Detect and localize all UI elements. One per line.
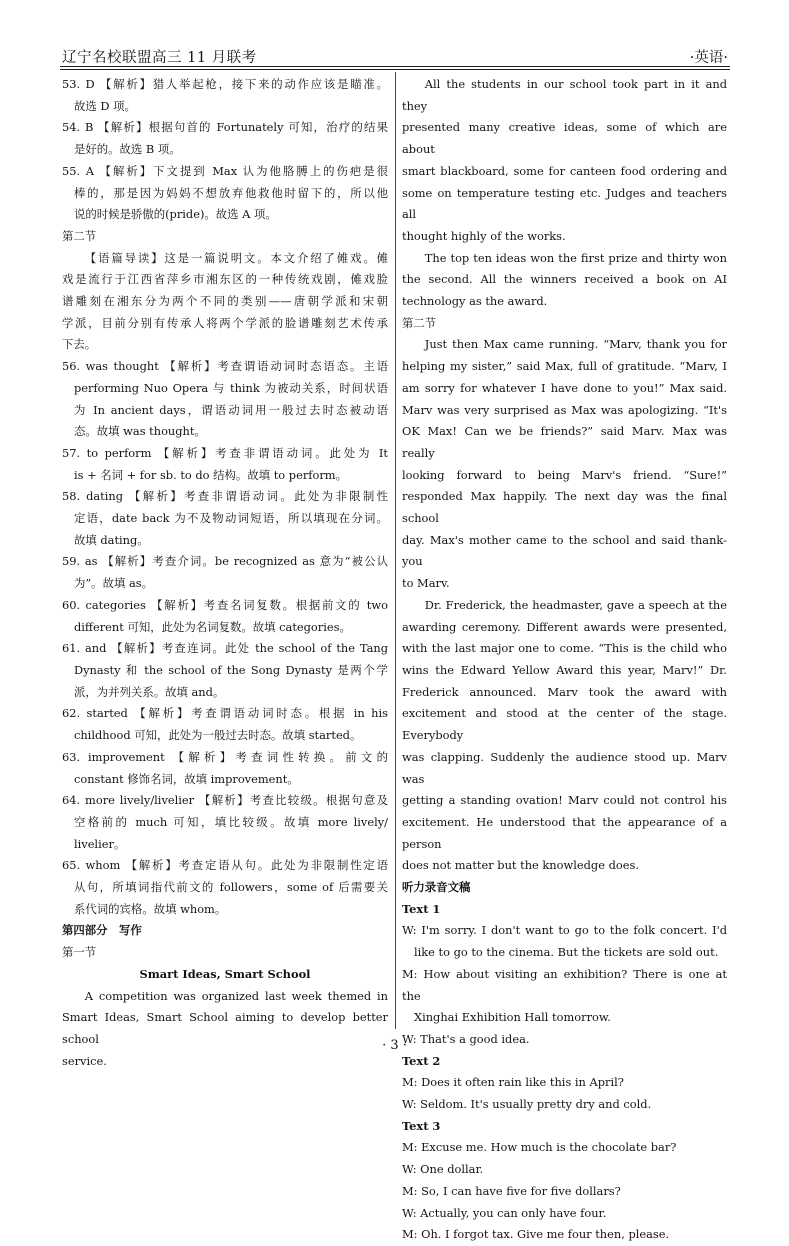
answer-line: 55. A 【解析】下文提到 Max 认为他胳膊上的伤疤是很 xyxy=(62,163,388,178)
answer-line: livelier。 xyxy=(73,836,126,851)
answer-line: constant 修饰名词，故填 improvement。 xyxy=(73,771,299,786)
guide-line: 谱雕刻在湘东分为两个不同的类别——唐朝学派和宋朝 xyxy=(62,294,388,309)
listening-heading: 听力录音文稿 xyxy=(402,880,471,895)
answer-line: 为 In ancient days，谓语动词用一般过去时态被动语 xyxy=(73,402,388,417)
answer-line: 定语，date back 为不及物动词短语，所以填现在分词。 xyxy=(73,511,388,526)
answer-57 xyxy=(62,443,388,486)
left-column xyxy=(62,74,388,1072)
essay-line: presented many creative ideas, some of which are about xyxy=(402,120,727,157)
story-line: to Marv. xyxy=(402,576,450,591)
column-divider xyxy=(395,72,396,1029)
answer-54 xyxy=(62,117,388,160)
answer-line: 54. B 【解析】根据句首的 Fortunately 可知，治疗的结果 xyxy=(62,120,388,135)
dialogue-line: W: Seldom. It's usually pretty dry and cold. xyxy=(402,1097,652,1112)
page-number: · 3 · xyxy=(382,1038,407,1053)
essay-line: technology as the award. xyxy=(402,294,548,309)
answer-line: 空格前的 much 可知，填比较级。故填 more lively/ xyxy=(73,814,388,829)
essay-line: thought highly of the works. xyxy=(402,228,566,243)
section-heading: 第二节 xyxy=(402,315,437,330)
answer-line: 态。故填 was thought。 xyxy=(73,424,206,439)
answer-63 xyxy=(62,747,388,790)
dialogue-line: W: One dollar. xyxy=(402,1162,484,1177)
section-heading: 第一节 xyxy=(62,945,97,960)
answer-56 xyxy=(62,356,388,443)
answer-59 xyxy=(62,551,388,594)
story-line: awarding ceremony. Different awards were presented, xyxy=(402,619,727,634)
answer-line: 62. started 【解析】考查谓语动词时态。根据 in his xyxy=(62,706,388,721)
story-line: Just then Max came running. “Marv, thank you for xyxy=(424,337,727,352)
essay-title: Smart Ideas, Smart School xyxy=(139,966,311,981)
dialogue-text-1 xyxy=(402,920,727,1050)
answer-line: 53. D 【解析】猎人举起枪，接下来的动作应该是瞄准。 xyxy=(62,77,388,91)
dialogue-line: W: I'm sorry. I don't want to go to the folk concert. I'd xyxy=(402,923,727,938)
answer-64 xyxy=(62,790,388,855)
answer-line: childhood 可知，此处为一般过去时态。故填 started。 xyxy=(73,728,362,743)
dialogue-line: like to go to the cinema. But the tickets are sold out. xyxy=(413,945,719,960)
guide-line: 【语篇导读】这是一篇说明文。本文介绍了傩戏。傩 xyxy=(84,250,388,265)
story-line: OK Max! Can we be friends?” said Marv. Max was really xyxy=(402,424,727,460)
part-heading: 第四部分 写作 xyxy=(62,923,142,938)
answer-line: Dynasty 和 the school of the Song Dynasty 是两个学 xyxy=(73,662,388,677)
exam-title: 辽宁名校联盟高三 11 月联考 xyxy=(62,50,257,66)
header-rule-thick xyxy=(60,66,730,67)
story-paragraph xyxy=(402,595,727,877)
dialogue-line: M: Does it often rain like this in April? xyxy=(402,1075,624,1090)
answer-55 xyxy=(62,161,388,226)
dialogue-line: M: Excuse me. How much is the chocolate bar? xyxy=(402,1140,677,1155)
dialogue-line: W: That's a good idea. xyxy=(402,1031,530,1046)
story-line: helping my sister,” said Max, full of gratitude. “Marv, I xyxy=(402,359,727,374)
answer-line: is + 名词 + for sb. to do 结构。故填 to perform。 xyxy=(73,467,347,482)
guide-line: 学派，目前分别有传承人将两个学派的脸谱雕刻艺术传承 xyxy=(62,315,388,330)
story-line: excitement and stood at the center of the stage. Everybody xyxy=(402,706,727,743)
dialogue-text-3 xyxy=(402,1137,727,1246)
essay-line: service. xyxy=(62,1053,107,1068)
dialogue-text-2 xyxy=(402,1072,727,1115)
answer-line: 65. whom 【解析】考查定语从句。此处为非限制性定语 xyxy=(62,858,388,873)
story-line: with the last major one to come. “This is the child who xyxy=(402,641,727,656)
answer-65 xyxy=(62,855,388,920)
right-column xyxy=(402,74,727,1246)
answer-line: 故填 dating。 xyxy=(73,532,149,547)
story-line: looking forward to being Marv's friend. “Sure!” xyxy=(402,467,727,482)
essay-line: All the students in our school took part in it and they xyxy=(402,77,727,113)
guide-line: 下去。 xyxy=(62,337,97,352)
answer-line: 63. improvement 【解析】考查词性转换。前文的 xyxy=(62,749,388,764)
story-line: wins the Edward Yellow Award this year, Marv!” Dr. xyxy=(402,662,727,677)
answer-58 xyxy=(62,486,388,551)
story-line: Dr. Frederick, the headmaster, gave a speech at the xyxy=(424,597,727,612)
answer-line: 说的时候是骄傲的(pride)。故选 A 项。 xyxy=(73,207,277,222)
story-line: Marv was very surprised as Max was apologizing. “It's xyxy=(402,402,727,417)
passage-guide xyxy=(62,248,388,357)
answer-line: 60. categories 【解析】考查名词复数。根据前文的 two xyxy=(62,597,388,612)
answer-53 xyxy=(62,74,388,117)
story-line: getting a standing ovation! Marv could not control his xyxy=(402,793,727,808)
answer-line: 派，为并列关系。故填 and。 xyxy=(73,684,225,699)
story-line: was clapping. Suddenly the audience stood up. Marv was xyxy=(402,749,727,786)
guide-line: 戏是流行于江西省萍乡市湘东区的一种传统戏剧，傩戏脸 xyxy=(62,272,388,287)
answer-line: 为”。故填 as。 xyxy=(73,576,154,591)
essay-line: Smart Ideas, Smart School aiming to develop better school xyxy=(62,1010,388,1046)
story-line: responded Max happily. The next day was the final school xyxy=(402,489,727,526)
dialogue-line: M: How about visiting an exhibition? There is one at the xyxy=(402,966,727,1003)
dialogue-line: W: Actually, you can only have four. xyxy=(402,1205,607,1220)
text-heading: Text 3 xyxy=(402,1118,441,1133)
answer-line: different 可知，此处为名词复数。故填 categories。 xyxy=(73,619,351,634)
story-line: day. Max's mother came to the school and said thank-you xyxy=(402,532,727,569)
subject-label: ·英语· xyxy=(689,50,728,66)
page-header xyxy=(60,44,730,66)
answer-62 xyxy=(62,703,388,746)
answer-line: 是好的。故选 B 项。 xyxy=(73,142,181,157)
answer-line: 从句，所填词指代前文的 followers，some of 后需要关 xyxy=(73,880,388,895)
answer-line: 59. as 【解析】考查介词。be recognized as 意为“被公认 xyxy=(62,554,388,569)
answer-60 xyxy=(62,595,388,638)
essay-paragraph xyxy=(62,986,388,1073)
story-line: Frederick announced. Marv took the award with xyxy=(402,684,727,699)
text-heading: Text 1 xyxy=(402,901,441,916)
essay-line: some on temperature testing etc. Judges and teachers all xyxy=(402,185,727,222)
essay-paragraph xyxy=(402,74,727,248)
answer-line: 61. and 【解析】考查连词。此处 the school of the Tang xyxy=(62,641,388,656)
answer-line: 棒的，那是因为妈妈不想放弃他救他时留下的，所以他 xyxy=(73,185,388,200)
answer-line: 58. dating 【解析】考查非谓语动词。此处为非限制性 xyxy=(62,489,388,504)
answer-line: 故选 D 项。 xyxy=(73,98,136,113)
story-line: does not matter but the knowledge does. xyxy=(402,858,639,873)
essay-line: the second. All the winners received a book on AI xyxy=(402,272,727,287)
answer-line: 56. was thought 【解析】考查谓语动词时态语态。主语 xyxy=(62,359,388,374)
answer-line: performing Nuo Opera 与 think 为被动关系，时间状语 xyxy=(73,380,388,395)
dialogue-line: Xinghai Exhibition Hall tomorrow. xyxy=(413,1010,611,1025)
answer-line: 57. to perform 【解析】考查非谓语动词。此处为 It xyxy=(62,445,388,460)
answer-line: 64. more lively/livelier 【解析】考查比较级。根据句意及 xyxy=(62,793,388,808)
text-heading: Text 2 xyxy=(402,1053,441,1068)
answer-61 xyxy=(62,638,388,703)
essay-paragraph xyxy=(402,248,727,313)
story-paragraph xyxy=(402,334,727,594)
answer-line: 系代词的宾格。故填 whom。 xyxy=(73,901,227,916)
header-rule-thin xyxy=(60,69,730,70)
essay-line: The top ten ideas won the first prize and thirty won xyxy=(424,250,727,265)
essay-line: A competition was organized last week themed in xyxy=(84,988,388,1003)
section-heading: 第二节 xyxy=(62,228,97,243)
dialogue-line: M: Oh. I forgot tax. Give me four then, please. xyxy=(402,1227,670,1242)
dialogue-line: M: So, I can have five for five dollars? xyxy=(402,1183,621,1198)
story-line: am sorry for whatever I have done to you!” Max said. xyxy=(402,380,727,395)
essay-line: smart blackboard, some for canteen food ordering and xyxy=(402,163,727,178)
story-line: excitement. He understood that the appearance of a person xyxy=(402,814,727,851)
